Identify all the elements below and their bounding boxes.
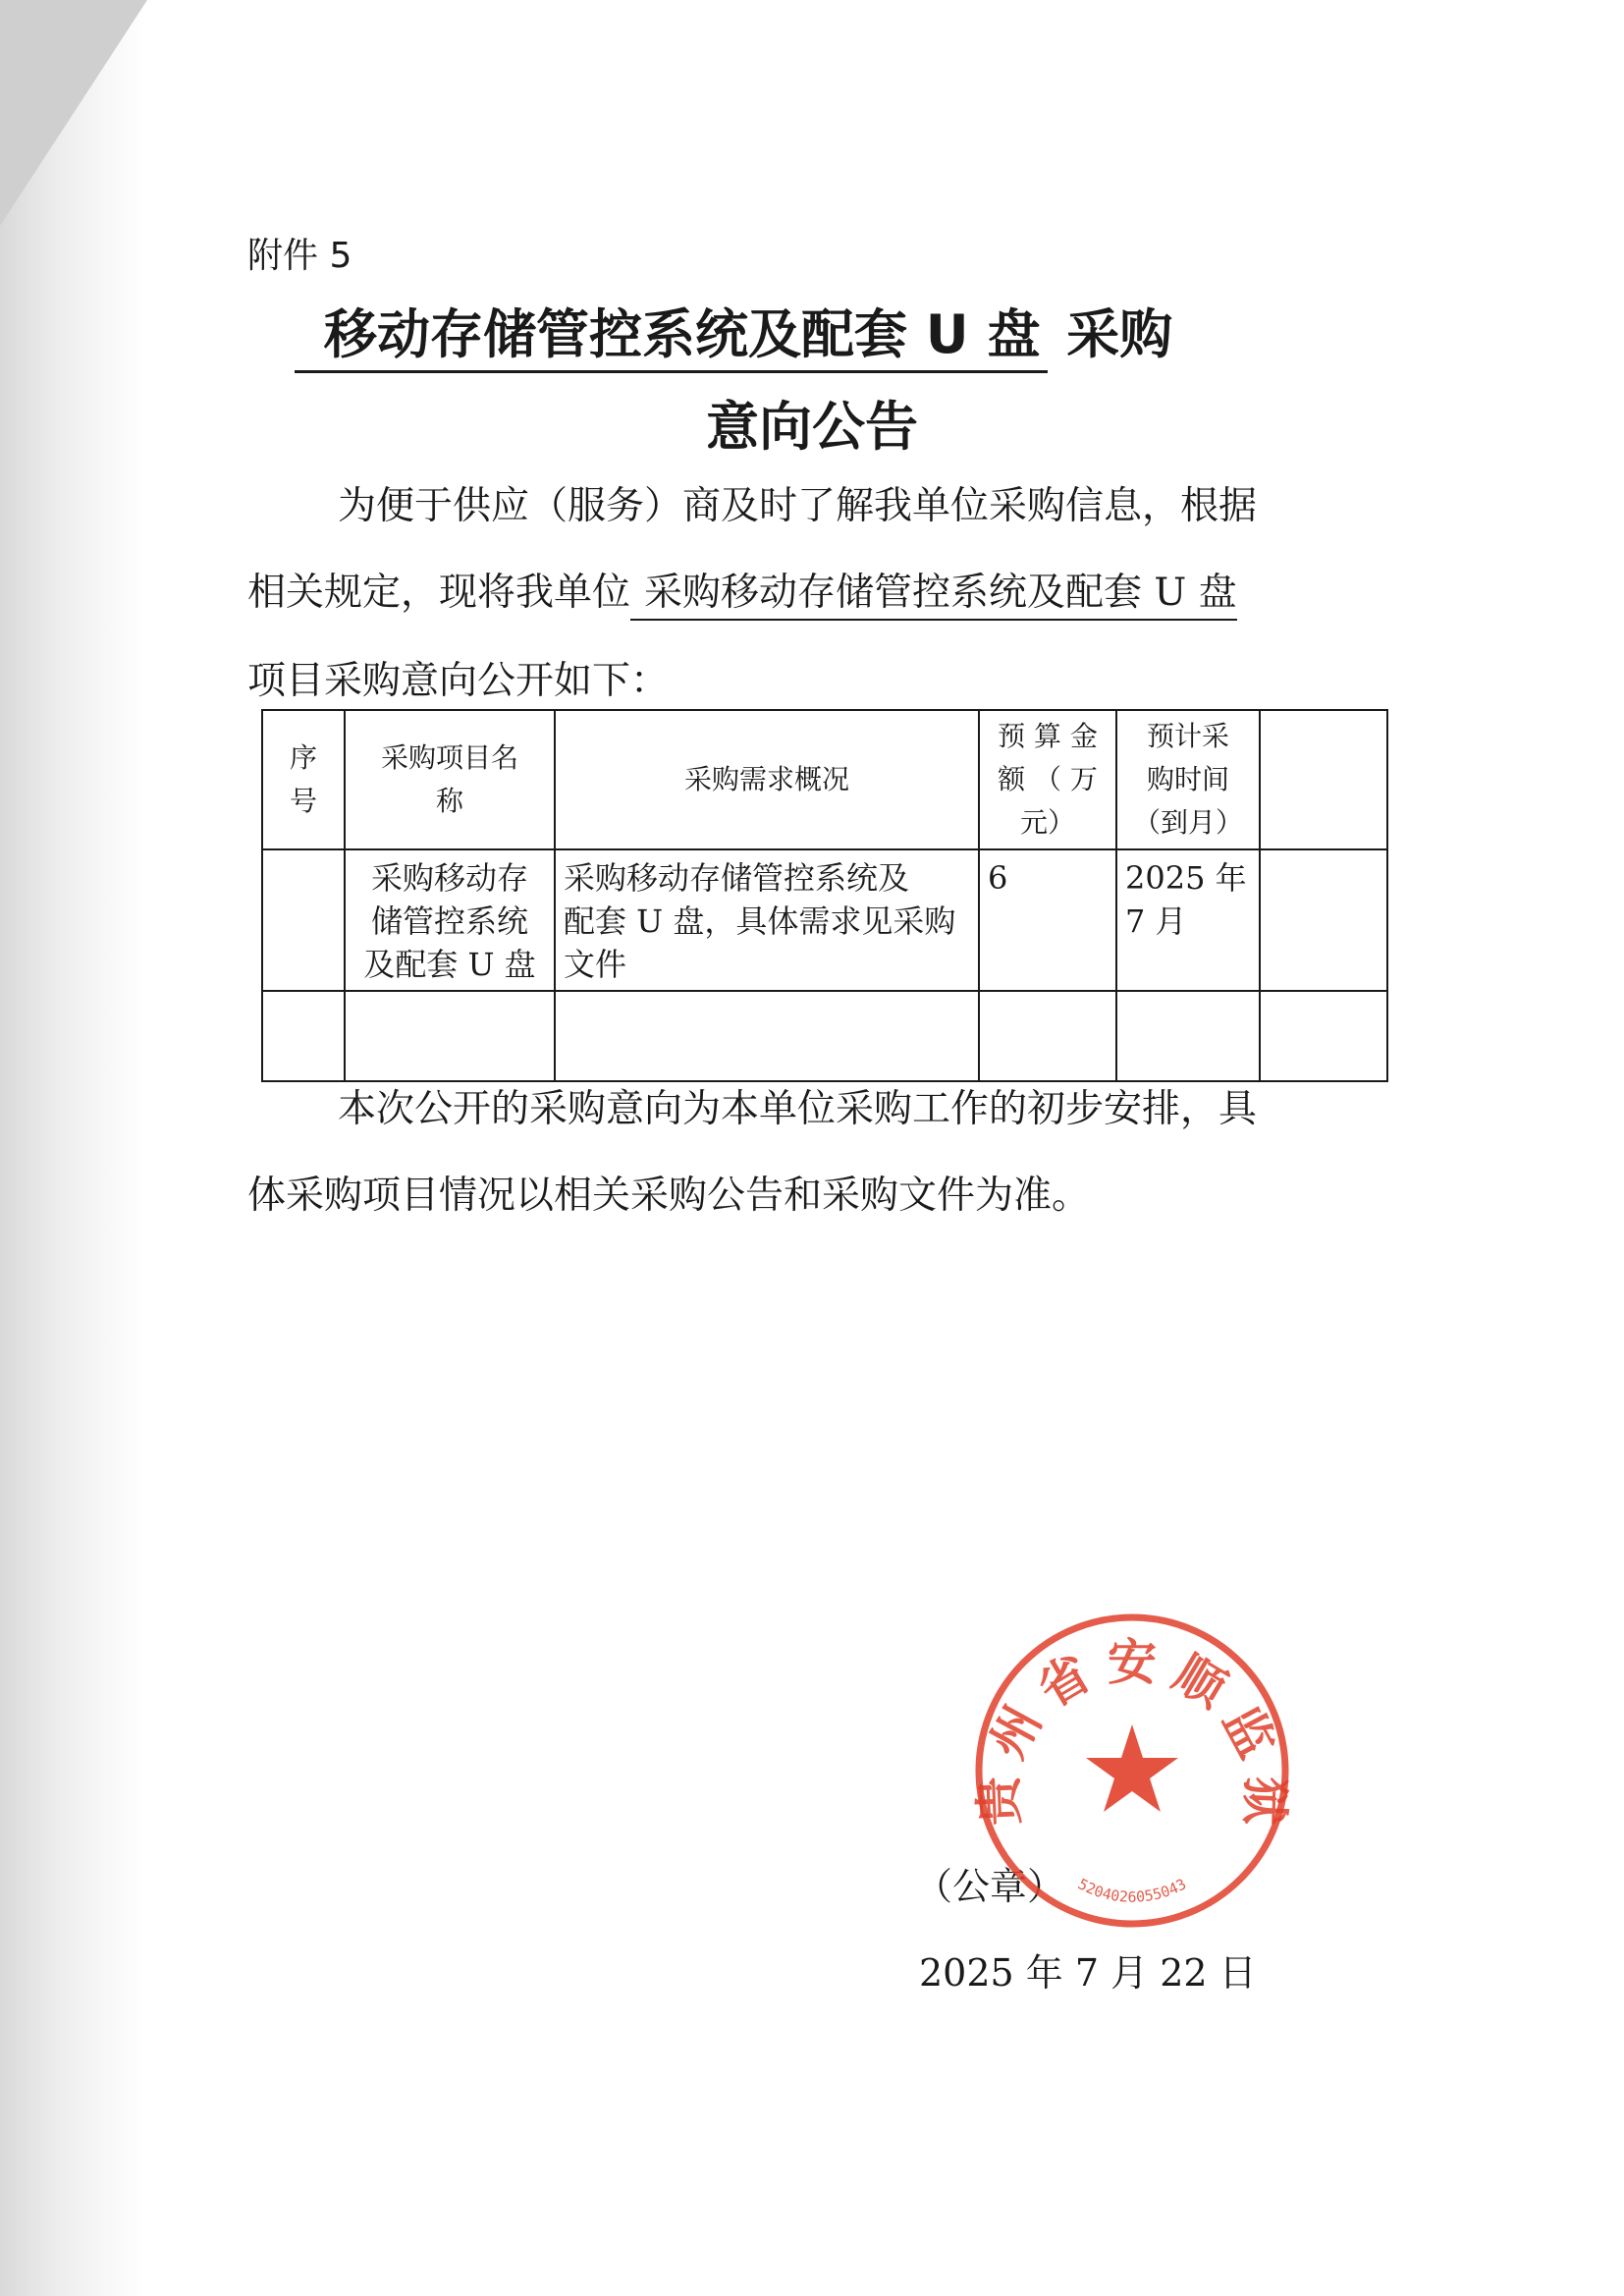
signature-date: 2025 年 7 月 22 日: [919, 1951, 1257, 1995]
cell-requirement-summary: 采购移动存储管控系统及 配套 U 盘，具体需求见采购 文件: [555, 849, 979, 991]
header-index: 序 号: [262, 710, 345, 849]
header-project-name: 采购项目名 称: [345, 710, 555, 849]
intro-project-name: 采购移动存储管控系统及配套 U 盘: [630, 562, 1237, 621]
cell-project-name: 采购移动存 储管控系统 及配套 U 盘: [345, 849, 555, 991]
closing-line-2: 体采购项目情况以相关采购公告和采购文件为准。: [247, 1174, 1091, 1218]
cell-requirement-summary: [555, 991, 979, 1081]
document-title: [324, 293, 1404, 373]
table-row: [262, 991, 1387, 1081]
procurement-table: [261, 709, 1388, 1082]
title-suffix: 采购: [1066, 303, 1173, 365]
intro-line-3: 项目采购意向公开如下：: [247, 659, 670, 703]
cell-expected-time: 2025 年 7 月: [1116, 849, 1260, 991]
table-header-row: [262, 710, 1387, 849]
cell-index: [262, 991, 345, 1081]
title-underlined-part: 移动存储管控系统及配套 U 盘: [295, 293, 1048, 373]
seal-number: 5204026055043: [1074, 1875, 1190, 1906]
intro-line-2-prefix: 相关规定，现将我单位: [247, 571, 631, 615]
scan-shadow: [0, 0, 147, 2296]
header-extra: [1260, 710, 1387, 849]
table-row: [262, 849, 1387, 991]
cell-index: [262, 849, 345, 991]
closing-line-1: 本次公开的采购意向为本单位采购工作的初步安排，具: [338, 1087, 1258, 1131]
seal-star-icon: [1086, 1724, 1178, 1812]
cell-project-name: [345, 991, 555, 1081]
cell-extra: [1260, 991, 1387, 1081]
cell-budget: [979, 991, 1116, 1081]
header-requirement-summary: 采购需求概况: [555, 710, 979, 849]
cell-budget: 6: [979, 849, 1116, 991]
cell-extra: [1260, 849, 1387, 991]
stamp-label: （公章）: [915, 1865, 1065, 1908]
cell-expected-time: [1116, 991, 1260, 1081]
attachment-label: 附件 5: [247, 236, 352, 276]
intro-line-1: 为便于供应（服务）商及时了解我单位采购信息，根据: [338, 484, 1258, 528]
document-title-line2: 意向公告: [706, 396, 918, 458]
intro-line-2: [247, 562, 1237, 621]
scan-corner-fold: [0, 0, 147, 226]
official-seal: [970, 1609, 1294, 1933]
header-expected-time: 预计采 购时间 （到月）: [1116, 710, 1260, 849]
header-budget: 预 算 金 额 （ 万 元）: [979, 710, 1116, 849]
seal-text: 贵州省安顺监狱: [970, 1634, 1294, 1827]
